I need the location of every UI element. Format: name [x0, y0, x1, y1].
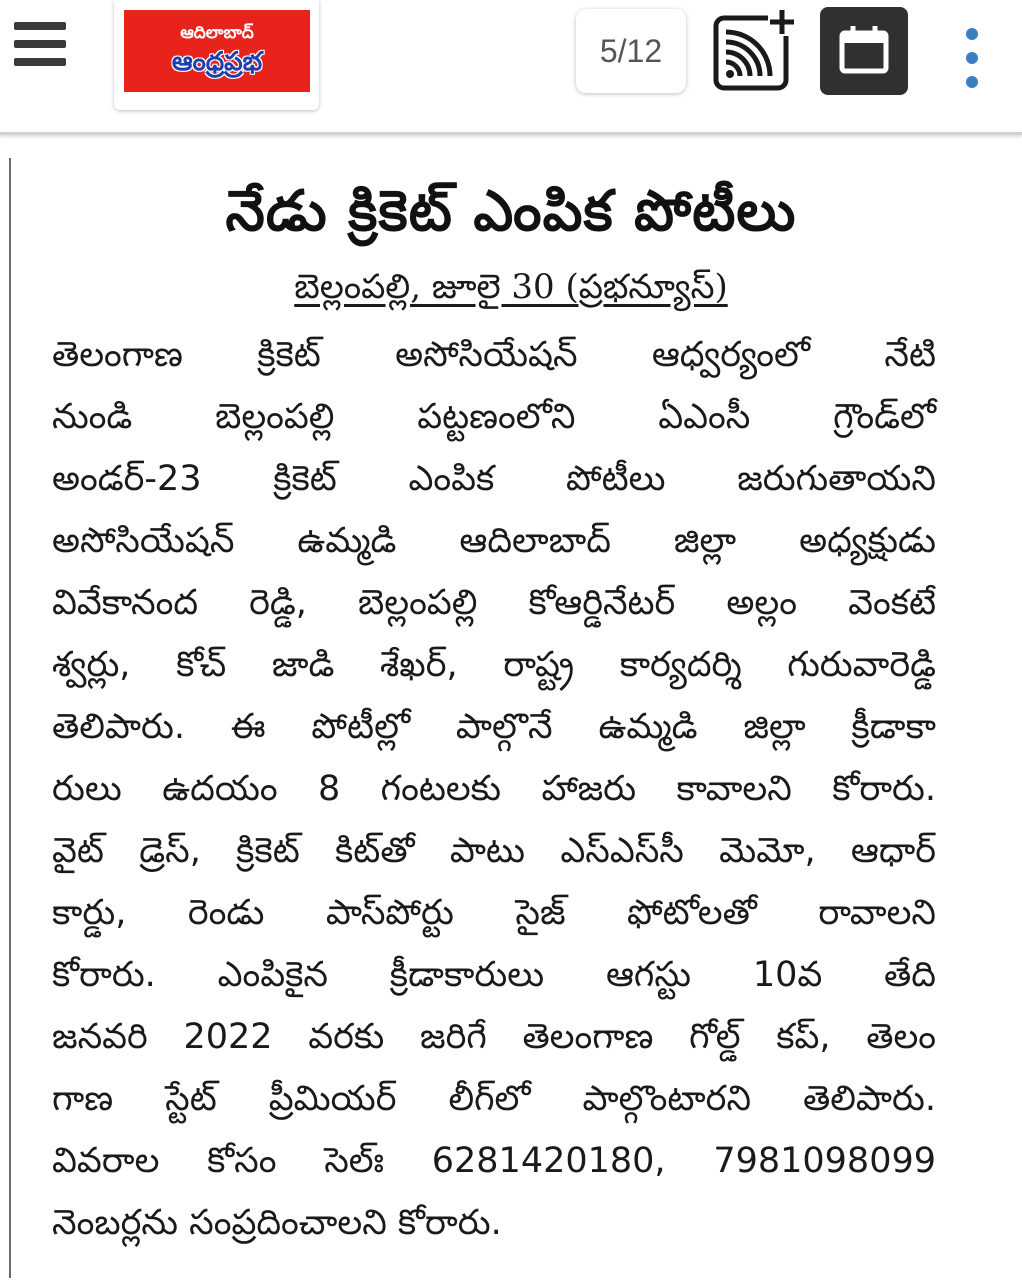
- article-dateline: [0, 264, 1022, 310]
- article-clipping: [0, 140, 1022, 1280]
- article-line: కార్డు, రెండు పాస్‌పోర్టు సైజ్ ఫోటోలతో రావాలని: [52, 893, 936, 933]
- article-line: కోరారు. ఎంపికైన క్రీడాకారులు ఆగస్టు 10వ తేది: [52, 955, 936, 995]
- top-toolbar: [0, 0, 1022, 135]
- article-line: తెలిపారు. ఈ పోటీల్లో పాల్గొనే ఉమ్మడి జిల్లా క్రీడాకా: [52, 707, 936, 747]
- article-line: అండర్-23 క్రికెట్ ఎంపిక పోటీలు జరుగుతాయని: [52, 459, 936, 499]
- article-line: అసోసియేషన్ ఉమ్మడి ఆదిలాబాద్ జిల్లా అధ్యక్షుడు: [52, 521, 936, 561]
- article-line: జనవరి 2022 వరకు జరిగే తెలంగాణ గోల్డ్ కప్, తెలం: [52, 1017, 936, 1057]
- logo-title-text: ఆంధ్రప్రభ: [171, 47, 263, 77]
- logo-edition-text: ఆదిలాబాద్: [180, 23, 254, 43]
- calendar-icon[interactable]: [820, 7, 908, 95]
- article-line: రులు ఉదయం 8 గంటలకు హాజరు కావాలని కోరారు.: [52, 769, 936, 809]
- article-line: వివేకానంద రెడ్డి, బెల్లంపల్లి కోఆర్డినేటర్ అల్లం వెంకటే: [52, 583, 936, 623]
- rss-add-icon[interactable]: [712, 8, 796, 92]
- page-indicator[interactable]: 5/12: [576, 9, 686, 93]
- newspaper-logo[interactable]: [114, 0, 319, 110]
- article-line: శ్వర్లు, కోచ్ జాడి శేఖర్, రాష్ట్ర కార్యదర్శి గురువారెడ్డి: [52, 645, 936, 685]
- article-line: నుండి బెల్లంపల్లి పట్టణంలోని ఏఎంసీ గ్రౌండ్‌లో: [52, 397, 936, 437]
- dateline-text: బెల్లంపల్లి, జూలై 30 (ప్రభన్యూస్): [294, 267, 728, 307]
- article-line: వివరాల కోసం సెల్ః 6281420180, 7981098099: [52, 1141, 936, 1181]
- article-line: వైట్ డ్రెస్, క్రికెట్ కిట్‌తో పాటు ఎస్ఎస్‌సీ మెమో, ఆధార్: [52, 831, 936, 871]
- logo-badge: [124, 10, 310, 92]
- article-line: గాణ స్టేట్ ప్రీమియర్ లీగ్‌లో పాల్గొంటారని తెలిపారు.: [52, 1079, 936, 1119]
- column-divider: [9, 158, 11, 1278]
- article-headline: నేడు క్రికెట్ ఎంపిక పోటీలు: [225, 179, 797, 244]
- article-line: నెంబర్లను సంప్రదించాలని కోరారు.: [52, 1203, 502, 1243]
- more-vertical-icon[interactable]: [956, 28, 988, 88]
- hamburger-menu-icon[interactable]: [14, 22, 68, 66]
- article-line: తెలంగాణ క్రికెట్ అసోసియేషన్ ఆధ్వర్యంలో నేటి: [52, 335, 936, 375]
